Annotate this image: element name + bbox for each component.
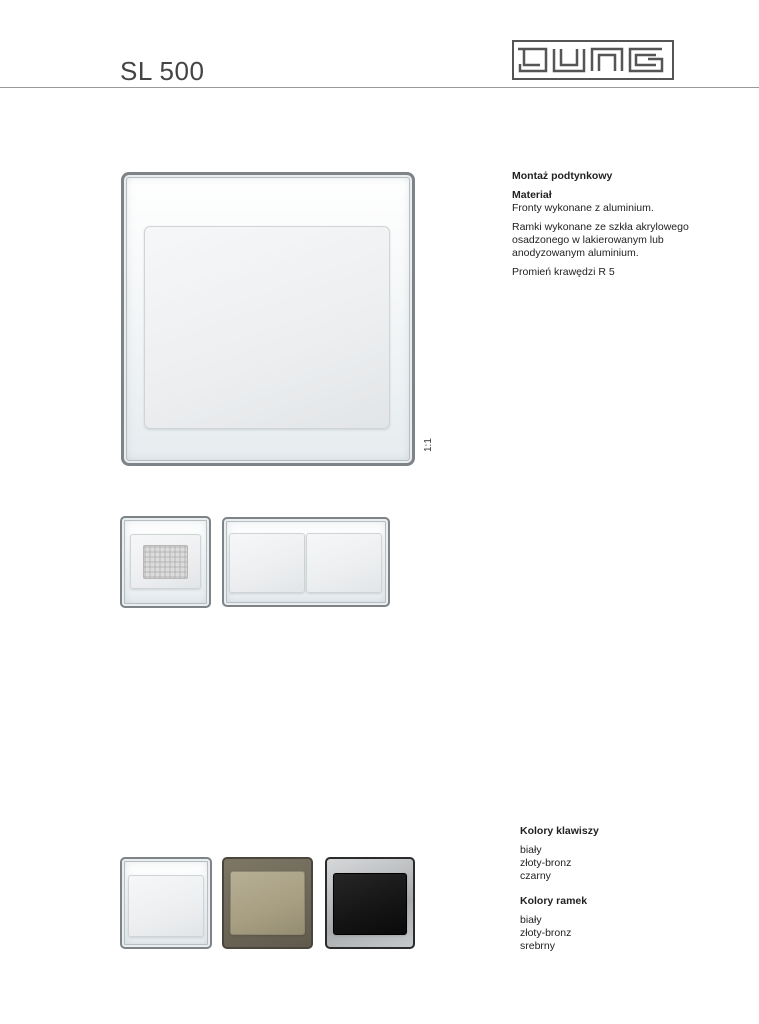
- jung-logo: [512, 40, 674, 80]
- main-switch-frame: [121, 172, 415, 466]
- scale-label: 1:1: [423, 438, 434, 452]
- main-switch-rocker: [144, 226, 390, 429]
- black-switch-rocker: [333, 873, 407, 935]
- gold-bronze-switch-swatch: [222, 857, 313, 949]
- key-color-item: biały: [520, 844, 542, 856]
- frames-desc-line: Ramki wykonane ze szkła akrylowego: [512, 221, 689, 233]
- edge-radius: Promień krawędzi R 5: [512, 266, 615, 278]
- double-switch-rocker-left: [229, 533, 305, 593]
- key-color-item: czarny: [520, 870, 551, 882]
- frame-color-item: biały: [520, 914, 542, 926]
- white-switch-swatch: [120, 857, 212, 949]
- motion-detector-frame: [120, 516, 211, 608]
- double-switch-rocker-right: [306, 533, 382, 593]
- black-silver-switch-swatch: [325, 857, 415, 949]
- white-switch-rocker: [128, 875, 204, 937]
- material-fronts: Fronty wykonane z aluminium.: [512, 202, 654, 214]
- frames-desc-line: anodyzowanym aluminium.: [512, 247, 639, 259]
- key-colors-heading: Kolory klawiszy: [520, 825, 599, 837]
- header-divider: [0, 87, 759, 88]
- frames-desc-line: osadzonego w lakierowanym lub: [512, 234, 664, 246]
- key-color-item: złoty-bronz: [520, 857, 572, 869]
- frame-color-item: srebrny: [520, 940, 556, 952]
- frame-colors: [520, 895, 700, 953]
- key-colors: [520, 825, 700, 883]
- motion-sensor-lens: [143, 545, 188, 579]
- frame-color-item: złoty-bronz: [520, 927, 572, 939]
- motion-detector-insert: [130, 534, 201, 589]
- mounting-heading: Montaż podtynkowy: [512, 170, 613, 182]
- material-heading: Materiał: [512, 189, 552, 201]
- frame-colors-heading: Kolory ramek: [520, 895, 588, 907]
- specifications: [512, 170, 712, 279]
- gold-bronze-switch-rocker: [230, 871, 305, 935]
- page-title: SL 500: [120, 56, 205, 86]
- double-switch-frame: [222, 517, 390, 607]
